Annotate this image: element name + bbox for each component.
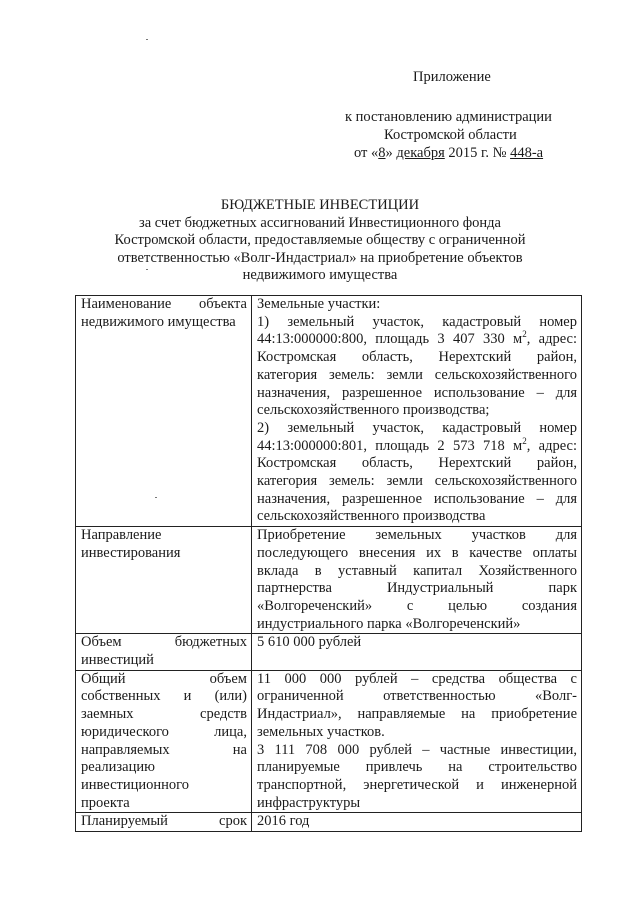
value-line: 11 000 000 рублей – средства общества с bbox=[257, 670, 577, 687]
label-line: инвестиций bbox=[81, 652, 154, 669]
value-line: последующего внесения их в качестве оплаты bbox=[257, 544, 577, 561]
label-line: заемных средств bbox=[81, 706, 247, 723]
value-text: 44:13:000000:801, площадь 2 573 718 м bbox=[257, 437, 523, 454]
label-line: направляемых на bbox=[81, 741, 247, 758]
label-line: проекта bbox=[81, 794, 130, 811]
superscript: 2 bbox=[522, 329, 527, 340]
value-line: партнерства Индустриальный парк bbox=[257, 580, 577, 597]
value-line: транспортной, энергетической и инженерной bbox=[257, 776, 577, 793]
value-text: , адрес: bbox=[526, 331, 577, 348]
row-value-term bbox=[252, 813, 582, 832]
title-line: за счет бюджетных ассигнований Инвестиционного фонда bbox=[138, 214, 501, 231]
value-line: сельскохозяйственного производства; bbox=[257, 402, 490, 419]
value-text: , адрес: bbox=[526, 437, 577, 454]
appendix-line-2: Костромской области bbox=[384, 127, 517, 143]
value-line: 2016 год bbox=[257, 813, 310, 830]
label-line: Направление bbox=[81, 527, 162, 544]
row-label-own-funds bbox=[76, 670, 252, 813]
value-line: ограниченной ответственностью «Волг- bbox=[257, 688, 577, 705]
label-line: инвестирования bbox=[81, 544, 181, 561]
value-line: Приобретение земельных участков для bbox=[257, 527, 577, 544]
row-value-property bbox=[252, 296, 582, 527]
value-line: Костромская область, Нерехтский район, bbox=[257, 455, 577, 472]
value-line: Индастриал», направляемые на приобретение bbox=[257, 706, 577, 723]
label-line: юридического лица, bbox=[81, 723, 247, 740]
label-line: инвестиционного bbox=[81, 776, 189, 793]
value-line: 3 111 708 000 рублей – частные инвестиции, bbox=[257, 741, 577, 758]
value-line: инфраструктуры bbox=[257, 794, 361, 811]
label-line: Объем бюджетных bbox=[81, 634, 247, 651]
superscript: 2 bbox=[522, 435, 527, 446]
value-line: земельных участков. bbox=[257, 723, 385, 740]
value-line: назначения, разрешенное использование – для bbox=[257, 490, 577, 507]
row-value-own-funds bbox=[252, 670, 582, 813]
label-line: собственных и (или) bbox=[81, 688, 247, 705]
value-line bbox=[257, 331, 577, 349]
value-line: Земельные участки: bbox=[257, 296, 381, 312]
title-line: недвижимого имущества bbox=[242, 267, 398, 284]
scan-speck bbox=[146, 39, 148, 40]
value-line: категория земель: земли сельскохозяйственного bbox=[257, 366, 577, 383]
date-year: 2015 г. № bbox=[444, 145, 511, 161]
value-line: назначения, разрешенное использование – для bbox=[257, 384, 577, 401]
value-line: сельскохозяйственного производства bbox=[257, 508, 486, 525]
row-label-term bbox=[76, 813, 252, 832]
title-line: ответственностью «Волг-Индастриал» на приобретение объектов bbox=[117, 249, 523, 266]
label-line: Общий объем bbox=[81, 670, 247, 687]
row-label-volume bbox=[76, 634, 252, 670]
value-line: 2) земельный участок, кадастровый номер bbox=[257, 419, 577, 436]
date-day: 8 bbox=[378, 145, 386, 161]
document-title bbox=[98, 197, 542, 285]
title-line: Костромской области, предоставляемые обществу с ограниченной bbox=[114, 232, 526, 249]
value-line: «Волгореченский» с целью создания bbox=[257, 597, 577, 614]
appendix-title: Приложение bbox=[413, 69, 491, 85]
label-line: Наименование объекта bbox=[81, 296, 247, 312]
label-line: реализацию bbox=[81, 759, 155, 776]
date-month: декабря bbox=[396, 145, 445, 161]
date-quote: » bbox=[385, 145, 397, 161]
label-line: недвижимого имущества bbox=[81, 313, 236, 330]
value-text: 44:13:000000:800, площадь 3 407 330 м bbox=[257, 331, 523, 348]
label-line: Планируемый срок bbox=[81, 813, 247, 830]
table-row bbox=[76, 296, 582, 527]
row-label-property bbox=[76, 296, 252, 527]
value-line: 5 610 000 рублей bbox=[257, 634, 362, 651]
row-label-direction bbox=[76, 527, 252, 634]
row-value-volume bbox=[252, 634, 582, 670]
value-line: вклада в уставный капитал Хозяйственного bbox=[257, 562, 577, 579]
value-line: индустриального парка «Волгореченский» bbox=[257, 615, 521, 632]
decree-number: 448-а bbox=[510, 145, 544, 161]
value-line: планируемые привлечь на строительство bbox=[257, 759, 577, 776]
table-row bbox=[76, 634, 582, 670]
investment-table bbox=[75, 295, 582, 832]
title-heading: БЮДЖЕТНЫЕ ИНВЕСТИЦИИ bbox=[220, 197, 420, 213]
table-row bbox=[76, 670, 582, 813]
row-value-direction bbox=[252, 527, 582, 634]
value-line bbox=[257, 435, 577, 456]
value-line: 1) земельный участок, кадастровый номер bbox=[257, 313, 577, 330]
appendix-line-1: к постановлению администрации bbox=[345, 109, 552, 125]
appendix-line-3 bbox=[354, 145, 543, 162]
table-row bbox=[76, 527, 582, 634]
date-prefix: от « bbox=[354, 145, 379, 161]
value-line: категория земель: земли сельскохозяйственного bbox=[257, 473, 577, 490]
table-row bbox=[76, 813, 582, 832]
value-line: Костромская область, Нерехтский район, bbox=[257, 349, 577, 366]
